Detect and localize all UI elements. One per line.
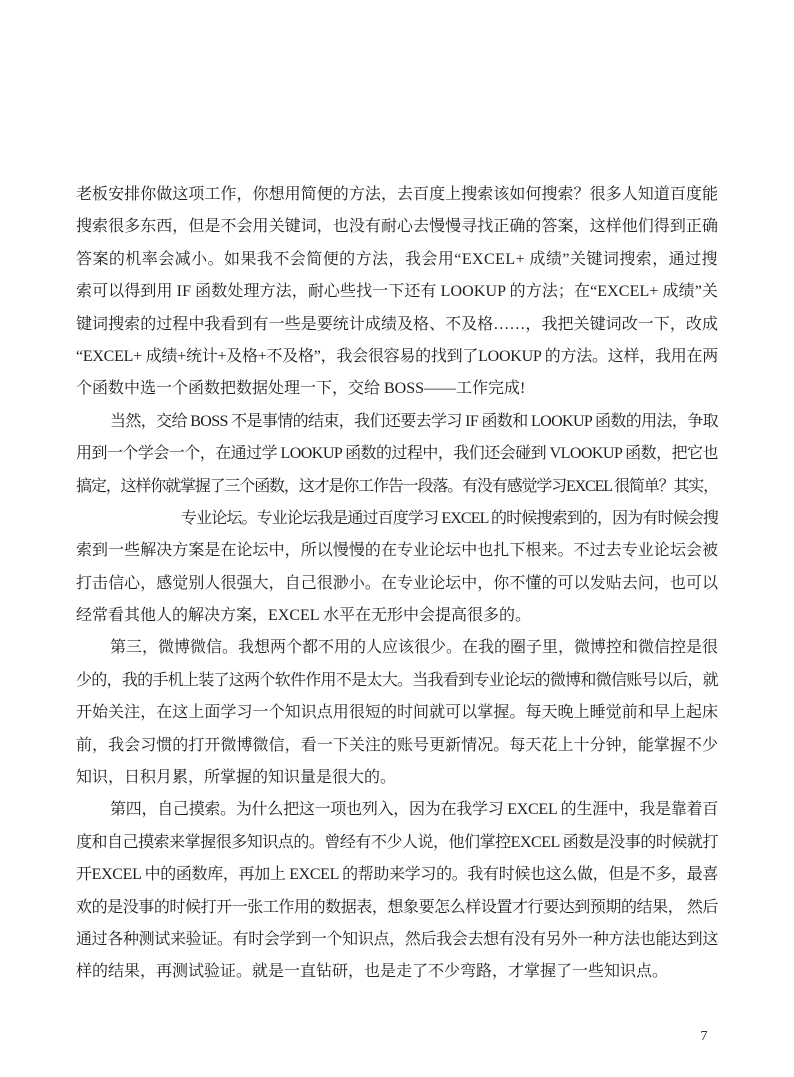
text-line (76, 762, 718, 794)
page-number: 7 (700, 1029, 708, 1044)
text-line-content: 欢的是没事的时候打开一张工作用的数据表，想象要怎么样设置才行要达到预期的结果， 然后 (76, 898, 718, 916)
text-line (76, 892, 718, 924)
text-line-content: 老板安排你做这项工作，你想用简便的方法，去百度上搜索该如何搜索？很多人知道百度能 (76, 186, 719, 203)
text-line (76, 211, 718, 243)
text-line (76, 794, 718, 826)
text-line (76, 665, 718, 697)
text-line-content: 答案的机率会减小。如果我不会简便的方法，我会用“EXCEL+ 成绩”关键词搜索，通过搜 (76, 250, 718, 268)
text-line-content: “EXCEL+ 成绩+统计+及格+不及格”，我会很容易的找到了LOOKUP 的方法。这样，我用在两 (76, 347, 718, 365)
text-line-content: 打击信心，感觉别人很强大，自己很渺小。在专业论坛中，你不懂的可以发贴去问，也可以 (76, 574, 719, 592)
text-line-content: 前，我会习惯的打开微博微信，看一下关注的账号更新情况。每天花上十分钟，能掌握不少 (76, 736, 719, 754)
text-line-content: 索可以得到用 IF 函数处理方法，耐心些找一下还有 LOOKUP 的方法；在“EXCEL+ 成绩”关 (76, 283, 718, 301)
text-line (76, 276, 718, 308)
text-line (76, 730, 718, 762)
text-line (76, 503, 718, 535)
text-line (76, 600, 718, 632)
text-line-content: 当然，交给 BOSS 不是事情的结束，我们还要去学习 IF 函数和 LOOKUP 函数的用法，争取 (110, 412, 718, 430)
text-line-content: 搞定，这样你就掌握了三个函数，这才是你工作告一段落。有没有感觉学习EXCEL 很简单？其实， (76, 477, 719, 495)
text-line-content: 样的结果，再测试验证。就是一直钻研，也是走了不少弯路，才掌握了一些知识点。 (76, 963, 669, 981)
text-line-content: 度和自己摸索来掌握很多知识点的。曾经有不少人说，他们掌控EXCEL 函数是没事的时候就打 (76, 833, 718, 851)
text-line-content: 专业论坛。专业论坛我是通过百度学习 EXCEL 的时候搜索到的，因为有时候会搜 (181, 509, 718, 527)
text-line-content: 第三，微博微信。我想两个都不用的人应该很少。在我的圈子里，微博控和微信控是很 (110, 639, 719, 657)
text-line-content: 经常看其他人的解决方案，EXCEL 水平在无形中会提高很多的。 (76, 607, 531, 625)
text-line-content: 通过各种测试来验证。有时会学到一个知识点，然后我会去想有没有另外一种方法也能达到这 (76, 930, 718, 948)
document-body (76, 179, 718, 989)
text-line-content: 开始关注，在这上面学习一个知识点用很短的时间就可以掌握。每天晚上睡觉前和早上起床 (76, 704, 719, 722)
text-line-content: 第四，自己摸索。为什么把这一项也列入，因为在我学习 EXCEL 的生涯中，我是靠着百 (110, 801, 718, 819)
text-line-content: 用到一个学会一个，在通过学 LOOKUP 函数的过程中，我们还会碰到 VLOOKUP 函数，把它也 (76, 445, 718, 463)
text-line (76, 471, 718, 503)
text-line (76, 373, 718, 405)
text-line (76, 535, 718, 567)
text-line (76, 244, 718, 276)
text-line-content: 索到一些解决方案是在论坛中，所以慢慢的在专业论坛中也扎下根来。不过去专业论坛会被 (76, 542, 719, 560)
text-line-content: 知识，日积月累，所掌握的知识量是很大的。 (76, 769, 397, 787)
text-line (76, 179, 718, 211)
text-line (76, 568, 718, 600)
text-line-content: 键词搜索的过程中我看到有一些是要统计成绩及格、不及格……，我把关键词改一下，改成 (76, 315, 719, 333)
text-line-content: 搜索很多东西，但是不会用关键词，也没有耐心去慢慢寻找正确的答案，这样他们得到正确 (76, 218, 719, 236)
text-line (76, 956, 718, 988)
text-line (76, 697, 718, 729)
text-line (76, 309, 718, 341)
text-line (76, 924, 718, 956)
text-line (76, 406, 718, 438)
text-line (76, 341, 718, 373)
text-line-content: 少的，我的手机上装了这两个软件作用不是太大。当我看到专业论坛的微博和微信账号以后，就 (76, 671, 718, 689)
text-line-content: 开EXCEL 中的函数库，再加上 EXCEL 的帮助来学习的。我有时候也这么做，但是不多，最喜 (76, 866, 718, 884)
text-line-content: 个函数中选一个函数把数据处理一下，交给 BOSS——工作完成! (76, 380, 526, 398)
text-line (76, 438, 718, 470)
text-line (76, 827, 718, 859)
text-line (76, 859, 718, 891)
text-line (76, 632, 718, 664)
